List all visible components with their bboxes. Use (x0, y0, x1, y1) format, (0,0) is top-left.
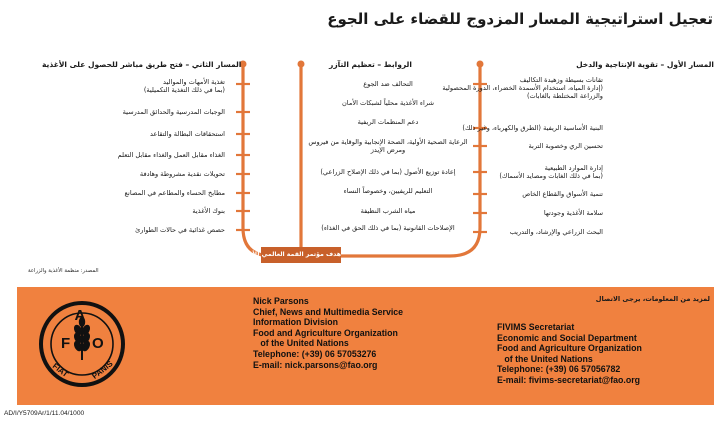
linkage-item: الرعاية الصحية الأولية، الصحة الإنجابية والوقاية من فيروس ومرض الإيدز (308, 138, 468, 154)
track-one-item: سلامة الأغذية وجودتها (543, 209, 603, 217)
track-one-heading: المسار الأول – تقوية الإنتاجية والدخل (576, 60, 714, 69)
wheat-icon (74, 318, 91, 360)
logo-motto-fiat: FIAT (50, 361, 70, 380)
summit-goal-label: هدف مؤتمر القمة العالمي للأغذية (238, 251, 341, 258)
track-one-item: إدارة الموارد الطبيعية (بما في ذلك الغابات ومصايد الأسماك) (499, 164, 603, 180)
contact-left: Nick Parsons Chief, News and Multimedia Service Information Division Food and Agriculture Organization of the United Nations Telephone: (+39) 06 57053276 E-mail: nick.parsons@fao.org (253, 296, 404, 370)
track-one-item: تنمية الأسواق والقطاع الخاص (522, 190, 603, 198)
source-note: المصدر: منظمة الأغذية والزراعة (28, 268, 99, 274)
contact-left-email[interactable]: E-mail: nick.parsons@fao.org (253, 359, 378, 370)
track-two-item: الوجبات المدرسية والحدائق المدرسية (122, 108, 225, 116)
middle-track-cap (298, 61, 305, 68)
logo-motto-panis: PANIS (90, 359, 115, 381)
linkage-item: شراء الأغذية محلياً لشبكات الأمان (341, 99, 435, 107)
contact-right-email[interactable]: E-mail: fivims-secretariat@fao.org (497, 374, 641, 385)
track-two-item: حصص غذائية في حالات الطوارئ (135, 226, 225, 234)
track-one-item: البنية الأساسية الريفية (الطرق والكهرباء، وغير ذلك) (462, 124, 603, 132)
linkage-item: التعليم للريفيين، وخصوصاً النساء (343, 187, 433, 195)
track-two-item: مطابخ الحساء والمطاعم في المصانع (124, 189, 225, 197)
linkage-item: دعم المنظمات الريفية (357, 118, 419, 126)
track-two-item: بنوك الأغذية (192, 207, 225, 215)
page-title: تعجيل استراتيجية المسار المزدوج للقضاء على الجوع (327, 10, 713, 28)
contact-right: FIVIMS Secretariat Economic and Social Department Food and Agriculture Organization of the United Nations Telephone: (+39) 06 57056782 E-mail: fivims-secretariat@fao.org (497, 322, 642, 385)
track-two-item: الغذاء مقابل العمل والغذاء مقابل التعلم (117, 151, 225, 159)
track-one-item: تحسين الري وخصوبة التربة (528, 142, 603, 150)
track-one-item: البحث الزراعي والإرشاد، والتدريب (509, 228, 603, 236)
right-track-cap (477, 61, 484, 68)
linkage-item: إعادة توزيع الأصول (بما في ذلك الإصلاح الزراعي) (320, 168, 456, 176)
logo-letter-a: A (74, 307, 86, 324)
track-one-item: تقانات بسيطة وزهيدة التكاليف (إدارة المياه، استخدام الأسمدة الخضراء، الدورة المحصولية والزراعة المختلطة بالغابات) (442, 76, 603, 100)
track-two-heading: المسار الثاني – فتح طريق مباشر للحصول على الأغذية (42, 60, 242, 69)
track-two-item: تغذية الأمهات والمواليد (بما في ذلك التغذية التكميلية) (143, 78, 225, 94)
linkage-item: مياه الشرب النظيفة (360, 207, 416, 215)
linkages-heading: الروابط – تعظيم التآزر (329, 60, 412, 69)
fao-logo (38, 300, 126, 388)
linkage-item: الإصلاحات القانونية (بما في ذلك الحق في الغذاء) (321, 224, 455, 232)
logo-letter-f: F (61, 335, 71, 352)
linkage-item: التحالف ضد الجوع (363, 80, 413, 88)
track-two-item: تحويلات نقدية مشروطة وهادفة (139, 170, 225, 178)
contact-intro: لمزيد من المعلومات، يرجى الاتصال (595, 295, 710, 303)
track-two-item: استحقاقات البطالة والتقاعد (149, 130, 225, 138)
document-code: AD/I/Y5709Ar/1/11.04/1000 (4, 410, 85, 417)
logo-letter-o: O (92, 335, 104, 352)
